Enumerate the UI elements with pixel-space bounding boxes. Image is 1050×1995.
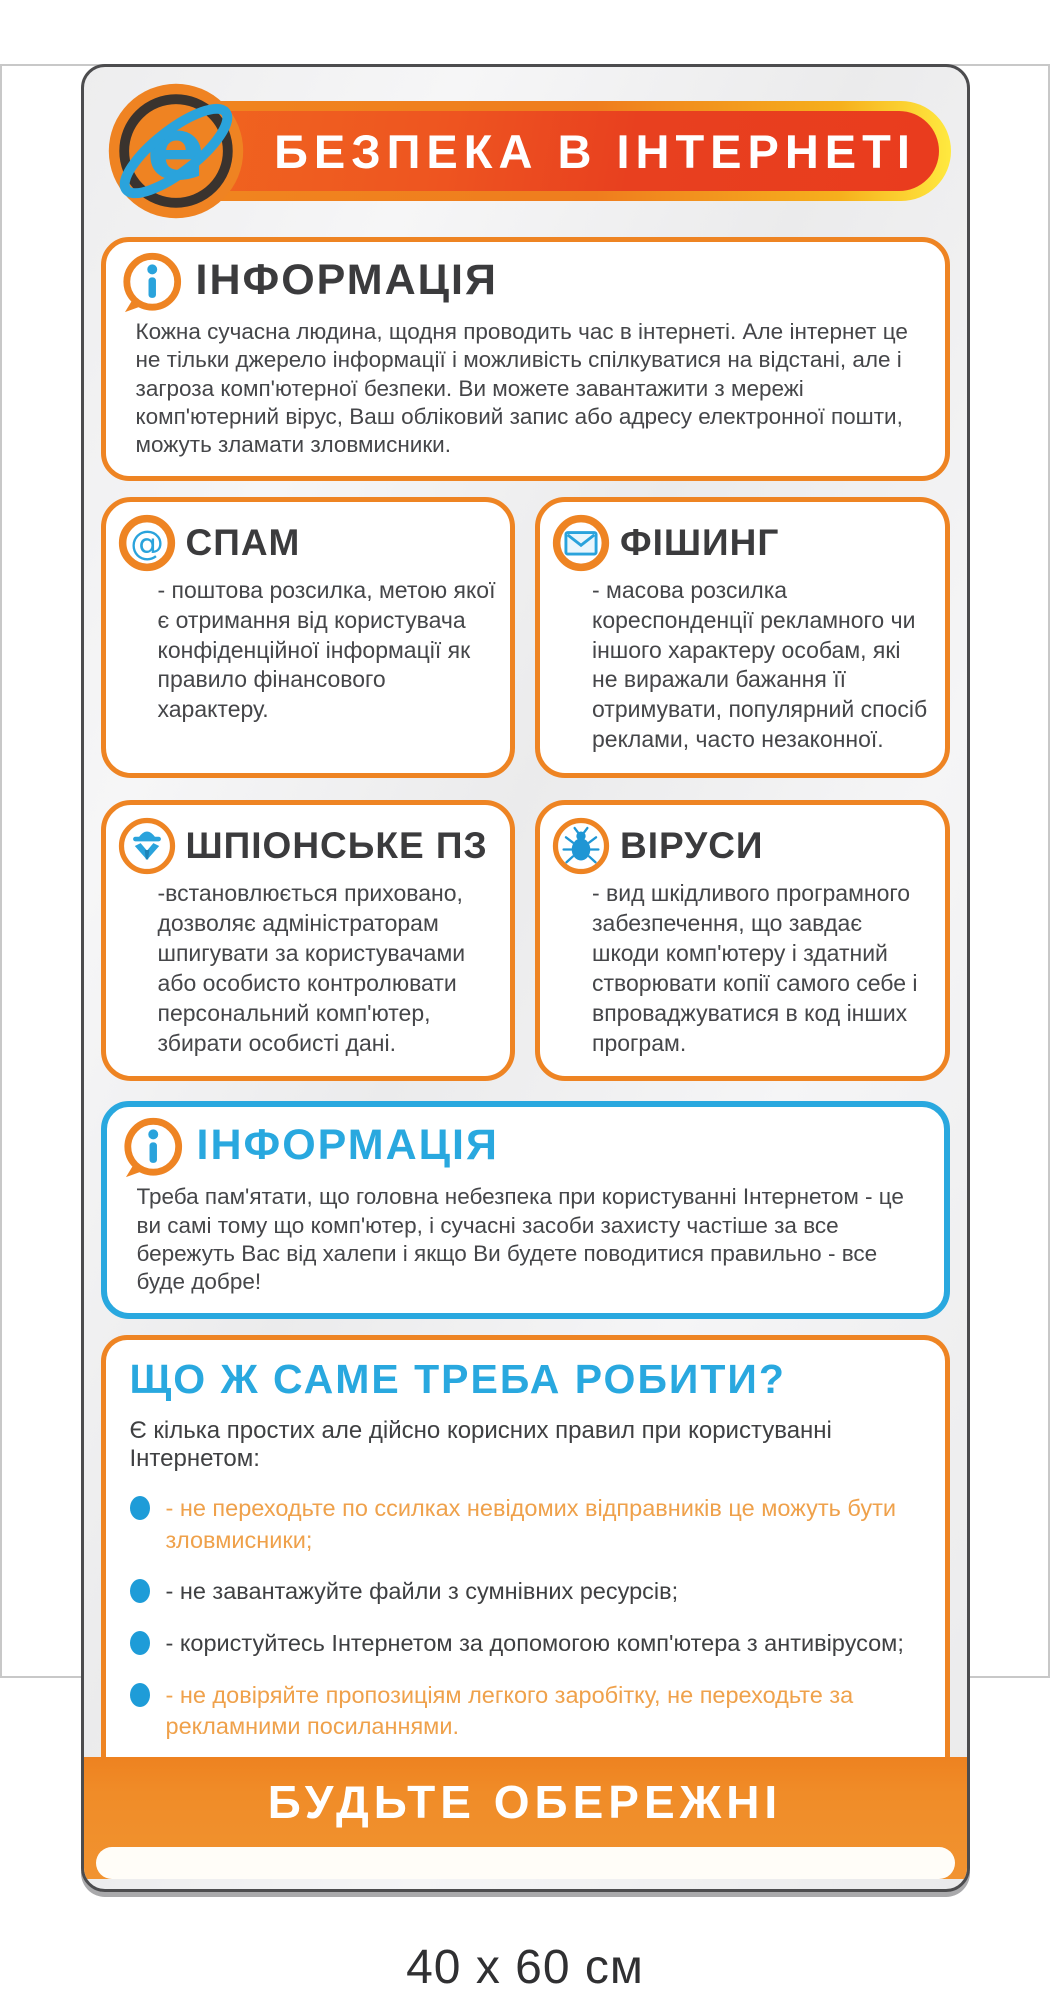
bug-icon bbox=[552, 817, 610, 875]
envelope-icon bbox=[552, 514, 610, 572]
rule-text: - не довіряйте пропозиціям легкого заробітку, не переходьте за рекламними посиланнями. bbox=[165, 1681, 854, 1740]
rules-title: ЩО Ж САМЕ ТРЕБА РОБИТИ? bbox=[129, 1355, 786, 1402]
cards-row-1 bbox=[101, 497, 950, 778]
spy-icon bbox=[118, 817, 176, 875]
card-spyware bbox=[101, 800, 516, 1081]
rule-item bbox=[130, 1680, 921, 1743]
info-bottom-body: Треба пам'ятати, що головна небезпека при користуванні Інтернетом - це ви самі тому що комп'ютер, і сучасні засоби захисту частіше за все бережуть Вас від халепи і якщо Ви будете поводитися правильно - все буде добре! bbox=[136, 1184, 904, 1295]
card-viruses bbox=[535, 800, 950, 1081]
cards-row-2 bbox=[101, 800, 950, 1081]
card-phishing-title: ФІШИНГ bbox=[620, 521, 780, 563]
rules-intro: Є кілька простих але дійсно корисних правил при користуванні Інтернетом: bbox=[129, 1416, 832, 1472]
info-bottom-title: ІНФОРМАЦІЯ bbox=[196, 1121, 499, 1170]
card-spyware-body: -встановлюється приховано, дозволяє адміністраторам шпигувати за користувачами або особисто контролювати персональний комп'ютер, збирати особисті дані. bbox=[157, 880, 466, 1056]
warning-band-label: БУДЬТЕ ОБЕРЕЖНІ bbox=[267, 1776, 783, 1829]
poster-title: БЕЗПЕКА В ІНТЕРНЕТІ bbox=[274, 124, 916, 178]
poster-header bbox=[100, 85, 951, 217]
svg-text:@: @ bbox=[129, 523, 164, 563]
bullet-icon bbox=[130, 1631, 150, 1655]
info-top-body: Кожна сучасна людина, щодня проводить час в інтернеті. Але інтернет це не тільки джерело інформації і можливість спілкуватися на відстані, але і загроза комп'ютерної безпеки. Ви можете завантажити з мережі комп'ютерний вірус, Ваш обліковий запис або адресу електронної пошти, можуть зламати зловмисники. bbox=[135, 319, 908, 458]
warning-band bbox=[84, 1757, 967, 1879]
rule-item bbox=[130, 1628, 921, 1660]
card-phishing bbox=[535, 497, 950, 778]
card-spam-body: - поштова розсилка, метою якої є отримання від користувача конфіденційної інформації як правило фінансового характеру. bbox=[157, 576, 496, 723]
rule-text: - не переходьте по ссилках невідомих відправників це можуть бути зловмисники; bbox=[165, 1494, 897, 1553]
bullet-icon bbox=[130, 1683, 150, 1707]
poster-size-label: 40 x 60 см bbox=[406, 1941, 644, 1995]
rule-text: - користуйтесь Інтернетом за допомогою комп'ютера з антивірусом; bbox=[165, 1629, 904, 1656]
rule-item bbox=[130, 1493, 921, 1556]
card-viruses-body: - вид шкідливого програмного забезпечення, що завдає шкоди комп'ютеру і здатний створювати копії самого себе і впроваджуватися в код інших програм. bbox=[592, 880, 918, 1056]
info-top-box bbox=[101, 237, 950, 481]
card-viruses-title: ВІРУСИ bbox=[620, 825, 764, 867]
rules-box bbox=[101, 1335, 950, 1757]
card-spam-title: СПАМ bbox=[185, 521, 301, 563]
info-top-title: ІНФОРМАЦІЯ bbox=[195, 256, 498, 304]
rule-item bbox=[130, 1576, 921, 1608]
card-phishing-body: - масова розсилка кореспонденції рекламного чи іншого характеру особам, які не виражали бажання її отримувати, популярний спосіб реклами, часто незаконної. bbox=[592, 576, 928, 753]
svg-text:e: e bbox=[146, 99, 205, 200]
internet-explorer-icon bbox=[106, 81, 246, 221]
bullet-icon bbox=[130, 1496, 150, 1520]
info-bottom-box bbox=[101, 1101, 950, 1318]
card-spyware-title: ШПІОНСЬКЕ ПЗ bbox=[185, 825, 488, 867]
at-icon bbox=[118, 514, 176, 572]
footer-strip bbox=[96, 1847, 955, 1879]
rule-text: - не завантажуйте файли з сумнівних ресурсів; bbox=[165, 1578, 679, 1605]
bullet-icon bbox=[130, 1579, 150, 1603]
card-spam bbox=[101, 497, 516, 778]
internet-safety-poster bbox=[81, 64, 970, 1892]
info-bubble-icon bbox=[120, 252, 182, 314]
info-bubble-icon bbox=[121, 1117, 183, 1179]
